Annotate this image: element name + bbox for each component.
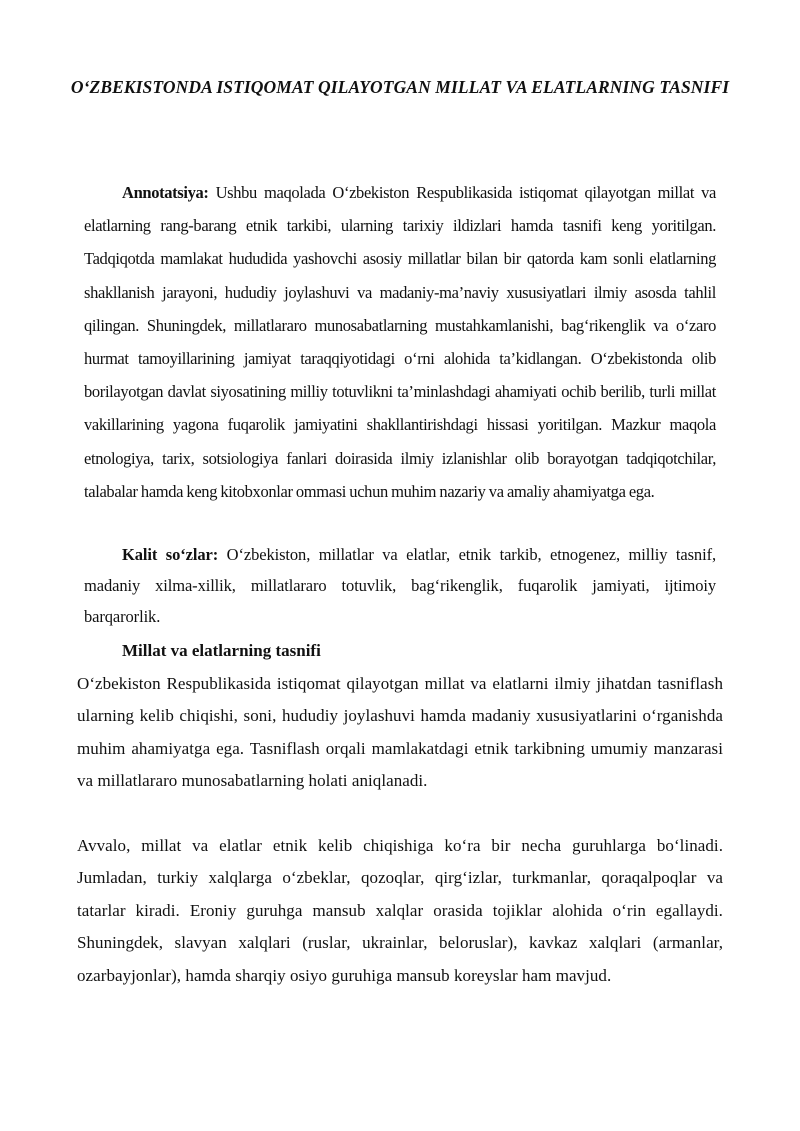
abstract-paragraph	[84, 176, 716, 508]
keywords-text: O‘zbekiston, millatlar va elatlar, etnik tarkib, etnogenez, milliy tasnif, madaniy xilma-xillik, millatlararo totuvlik, bag‘rikenglik, fuqarolik jamiyati, ijtimoiy barqarorlik.	[84, 545, 716, 626]
abstract-label: Annotatsiya:	[122, 183, 209, 202]
keywords-paragraph	[84, 539, 716, 632]
body-paragraph-1: O‘zbekiston Respublikasida istiqomat qilayotgan millat va elatlarni ilmiy jihatdan tasniflash ularning kelib chiqishi, soni, hududiy joylashuvi hamda madaniy xususiyatlarini o‘rganishda muhim ahamiyatga ega. Tasniflash orqali mamlakatdagi etnik tarkibning umumiy manzarasi va millatlararo munosabatlarning holati aniqlanadi.	[77, 674, 723, 791]
abstract-text: Ushbu maqolada O‘zbekiston Respublikasida istiqomat qilayotgan millat va elatlarning rang-barang etnik tarkibi, ularning tarixiy ildizlari hamda tasnifi keng yoritilgan. Tadqiqotda mamlakat hududida yashovchi asosiy millatlar bilan bir qatorda kam sonli elatlarning shakllanish jarayoni, hududiy joylashuvi va madaniy-ma’naviy xususiyatlari ilmiy asosda tahlil qilingan. Shuningdek, millatlararo munosabatlarning mustahkamlanishi, bag‘rikenglik va o‘zaro hurmat tamoyillarining jamiyat taraqqiyotidagi o‘rni alohida ta’kidlangan. O‘zbekistonda olib borilayotgan davlat siyosatining milliy totuvlikni ta’minlashdagi ahamiyati ochib berilib, turli millat vakillarining yagona fuqarolik jamiyatini shakllantirishdagi hissasi yoritilgan. Mazkur maqola etnologiya, tarix, sotsiologiya fanlari doirasida ilmiy izlanishlar olib borayotgan tadqiqotchilar, talabalar hamda keng kitobxonlar ommasi uchun muhim nazariy va amaliy ahamiyatga ega.	[84, 183, 716, 501]
document-title: O‘ZBEKISTONDA ISTIQOMAT QILAYOTGAN MILLAT VA ELATLARNING TASNIFI	[70, 77, 730, 97]
body-paragraph-2: Avvalo, millat va elatlar etnik kelib chiqishiga ko‘ra bir necha guruhlarga bo‘linadi. Jumladan, turkiy xalqlarga o‘zbeklar, qozoqlar, qirg‘izlar, turkmanlar, qoraqalpoqlar va tatarlar kiradi. Eroniy guruhga mansub xalqlar orasida tojiklar alohida o‘rin egallaydi. Shuningdek, slavyan xalqlari (ruslar, ukrainlar, beloruslar), kavkaz xalqlari (armanlar, ozarbayjonlar), hamda sharqiy osiyo guruhiga mansub koreyslar ham mavjud.	[77, 836, 723, 985]
section-heading: Millat va elatlarning tasnifi	[122, 641, 321, 660]
keywords-label: Kalit so‘zlar:	[122, 545, 219, 564]
